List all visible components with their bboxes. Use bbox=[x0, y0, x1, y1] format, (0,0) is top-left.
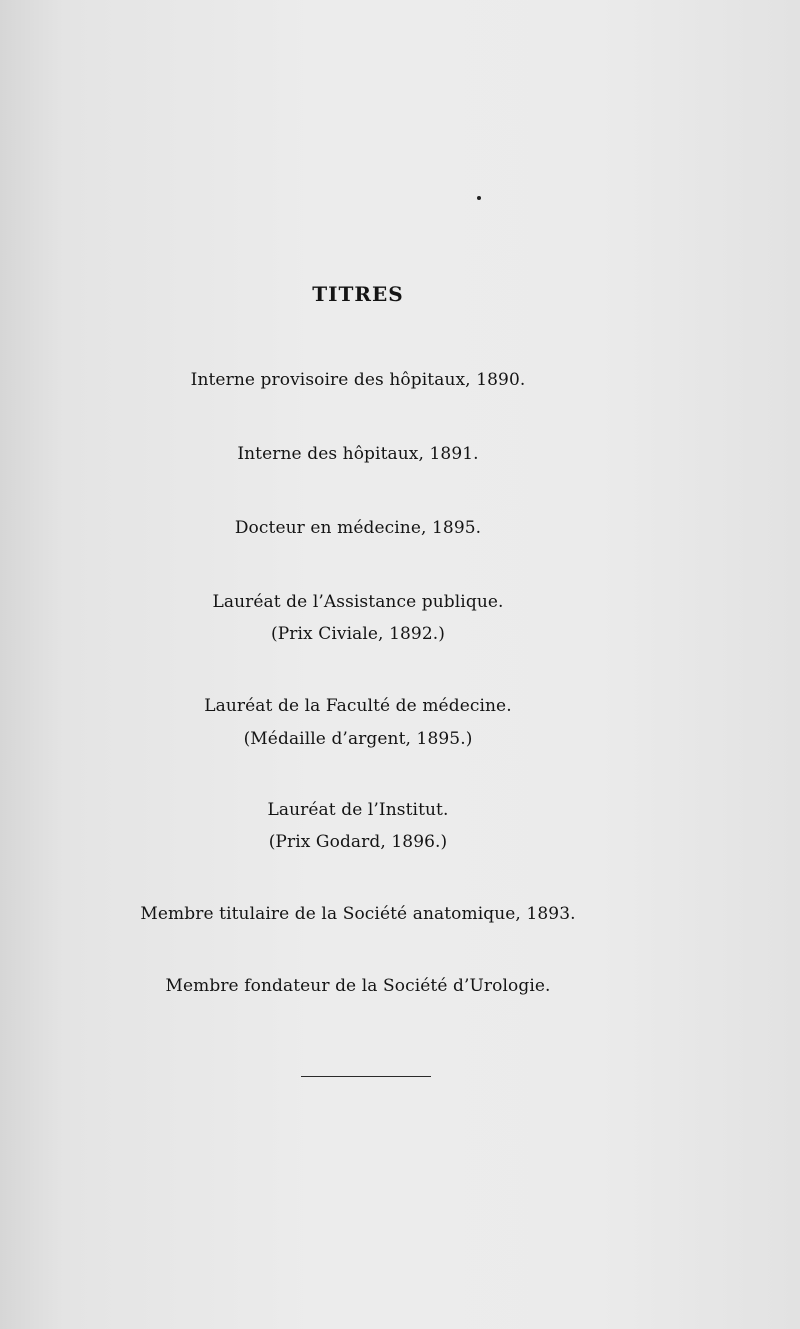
entry-societe-anatomique: Membre titulaire de la Société anatomique, 1893. bbox=[140, 904, 576, 924]
entry-laureat-assistance: Lauréat de l’Assistance publique. bbox=[212, 592, 504, 612]
entry-interne: Interne des hôpitaux, 1891. bbox=[237, 444, 479, 464]
entry-laureat-faculte: Lauréat de la Faculté de médecine. bbox=[204, 696, 512, 716]
entry-laureat-institut: Lauréat de l’Institut. bbox=[267, 800, 449, 820]
entry-interne-provisoire: Interne provisoire des hôpitaux, 1890. bbox=[190, 370, 526, 390]
entry-prix-civiale: (Prix Civiale, 1892.) bbox=[271, 624, 445, 644]
divider-rule bbox=[301, 1076, 431, 1077]
entry-societe-urologie: Membre fondateur de la Société d’Urologie. bbox=[165, 976, 551, 996]
entry-medaille-argent: (Médaille d’argent, 1895.) bbox=[243, 729, 473, 749]
page-title: TITRES bbox=[312, 282, 404, 306]
ink-speck bbox=[477, 196, 481, 200]
entry-docteur: Docteur en médecine, 1895. bbox=[234, 518, 482, 538]
entry-prix-godard: (Prix Godard, 1896.) bbox=[268, 832, 448, 852]
